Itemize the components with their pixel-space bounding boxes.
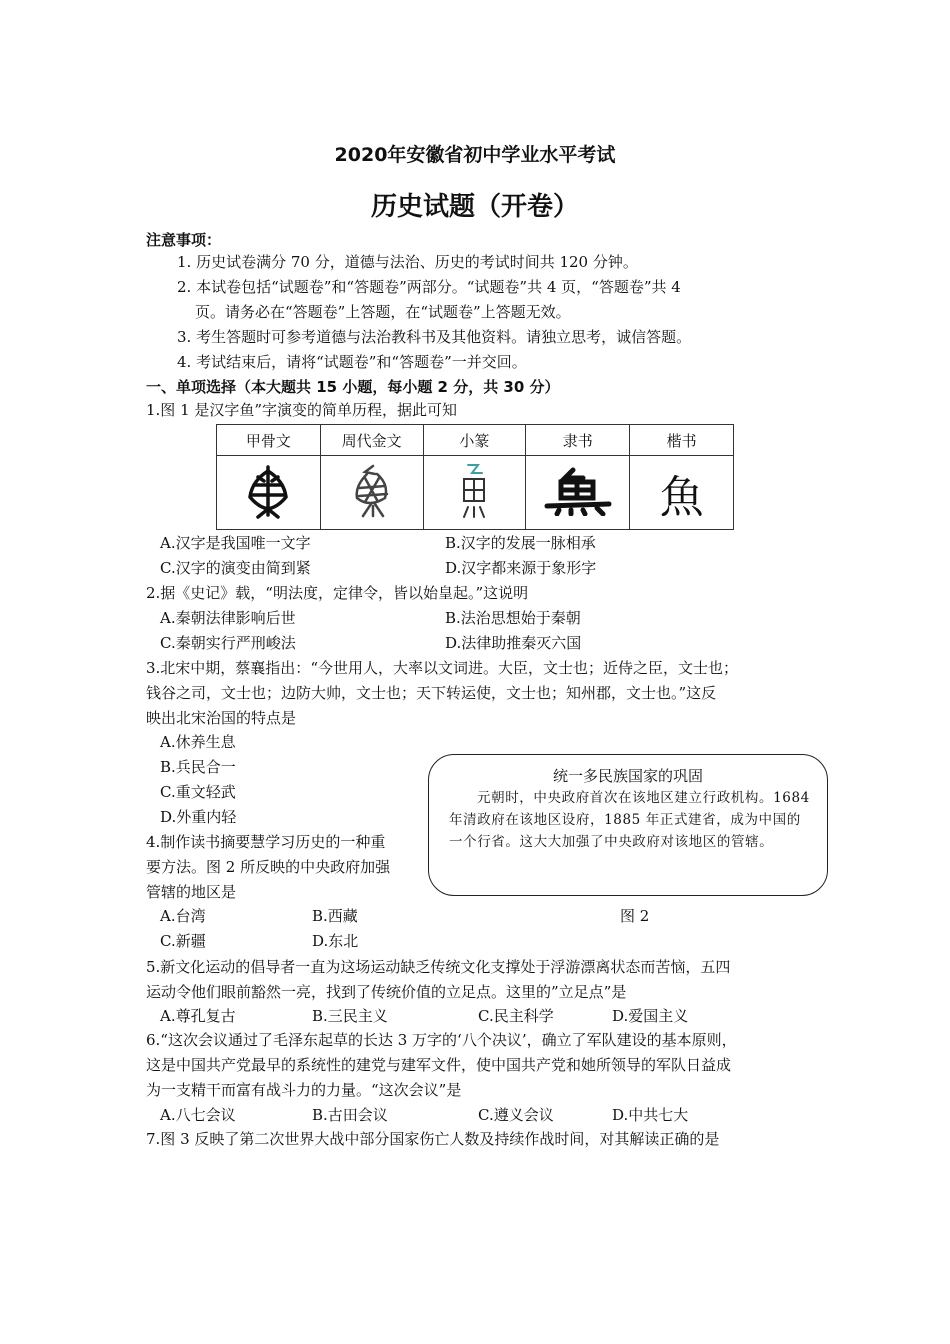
option: D.汉字都来源于象形字 (445, 559, 597, 577)
figure-2-caption: 图 2 (620, 907, 650, 925)
option: D.法律助推秦灭六国 (445, 634, 582, 652)
figure-2-box (428, 754, 828, 896)
question-6-stem: 6.“这次会议通过了毛泽东起草的长达 3 万字的‘八个决议’，确立了军队建设的基本原则， (146, 1031, 737, 1049)
oracle-bone-fish-icon (244, 463, 292, 519)
question-3-stem: 映出北宋治国的特点是 (146, 709, 297, 727)
exam-title: 2020年安徽省初中学业水平考试 (334, 144, 616, 166)
option: D.东北 (312, 932, 359, 950)
figure-2-title: 统一多民族国家的巩固 (552, 767, 703, 785)
option: C.秦朝实行严刑峻法 (160, 634, 296, 652)
question-3-stem: 钱谷之司，文士也；边防大帅，文士也；天下转运使，文士也；知州郡，文士也。”这反 (146, 684, 717, 702)
table-header-cell: 小篆 (423, 425, 526, 456)
option: C.汉字的演变由简到紧 (160, 559, 311, 577)
option: B.汉字的发展一脉相承 (445, 534, 596, 552)
option: B.西藏 (312, 907, 358, 925)
question-4-stem: 4.制作读书摘要慧学习历史的一种重 (146, 833, 386, 851)
notes-heading: 注意事项： (146, 231, 222, 249)
question-6-stem: 这是中国共产党最早的系统性的建党与建军文件，使中国共产党和她所领导的军队日益成 (146, 1056, 732, 1074)
option: A.台湾 (160, 907, 206, 925)
question-4-stem: 管辖的地区是 (146, 883, 237, 901)
question-7-stem: 7.图 3 反映了第二次世界大战中部分国家伤亡人数及持续作战时间，对其解读正确的是 (146, 1130, 720, 1148)
glyph-cell (423, 456, 526, 530)
option: A.八七会议 (160, 1106, 236, 1124)
option: C.遵义会议 (478, 1106, 554, 1124)
question-1-stem: 1.图 1 是汉字鱼”字演变的简单历程，据此可知 (146, 401, 458, 419)
option: A.汉字是我国唯一文字 (160, 534, 311, 552)
glyph-cell (217, 456, 321, 530)
option: B.兵民合一 (160, 758, 236, 776)
question-3-stem: 3.北宋中期，蔡襄指出：“今世用人，大率以文词进。大臣，文士也；近侍之臣，文士也； (146, 659, 738, 677)
option: C.重文轻武 (160, 783, 236, 801)
bronze-fish-icon (347, 462, 397, 520)
note-item: 1. 历史试卷满分 70 分，道德与法治、历史的考试时间共 120 分钟。 (177, 253, 638, 271)
table-header-cell: 周代金文 (320, 425, 423, 456)
section-heading: 一、单项选择（本大题共 15 小题，每小题 2 分，共 30 分） (146, 378, 560, 396)
option: A.尊孔复古 (160, 1007, 236, 1025)
clerical-fish-icon (543, 466, 613, 516)
question-5-stem: 5.新文化运动的倡导者一直为这场运动缺乏传统文化支撑处于浮游漂离状态而苦恼，五四 (146, 958, 731, 976)
note-item: 3. 考生答题时可参考道德与法治教科书及其他资料。请独立思考，诚信答题。 (177, 328, 692, 346)
question-2-stem: 2.据《史记》载，“明法度，定律令，皆以始皇起。”这说明 (146, 584, 529, 602)
option: B.法治思想始于秦朝 (445, 609, 581, 627)
option: D.中共七大 (612, 1106, 689, 1124)
figure-1-table (216, 424, 734, 530)
subject-title: 历史试题（开卷） (370, 192, 579, 222)
glyph-cell (320, 456, 423, 530)
option: A.秦朝法律影响后世 (160, 609, 296, 627)
option: B.三民主义 (312, 1007, 388, 1025)
glyph-cell (526, 456, 630, 530)
regular-fish-icon: 魚 (659, 471, 704, 523)
glyph-cell (630, 456, 734, 530)
option: C.民主科学 (478, 1007, 554, 1025)
option: D.爱国主义 (612, 1007, 689, 1025)
question-6-stem: 为一支精干而富有战斗力的力量。“这次会议”是 (146, 1081, 462, 1099)
question-5-stem: 运动令他们眼前豁然一亮，找到了传统价值的立足点。这里的”立足点”是 (146, 983, 627, 1001)
option: D.外重内轻 (160, 808, 237, 826)
option: C.新疆 (160, 932, 206, 950)
note-item: 4. 考试结束后，请将“试题卷”和“答题卷”一并交回。 (177, 353, 527, 371)
note-item: 2. 本试卷包括“试题卷”和“答题卷”两部分。“试题卷”共 4 页，“答题卷”共 4 (177, 278, 681, 296)
table-header-cell: 甲骨文 (217, 425, 321, 456)
note-item: 页。请务必在“答题卷”上答题，在“试题卷”上答题无效。 (195, 303, 571, 321)
option: A.休养生息 (160, 733, 236, 751)
option: B.古田会议 (312, 1106, 388, 1124)
table-header-cell: 楷书 (630, 425, 734, 456)
figure-2-body: 元朝时，中央政府首次在该地区建立行政机构。1684 年清政府在该地区设府，1885 年正式建省，成为中国的一个行省。这大大加强了中央政府对该地区的管辖。 (449, 790, 810, 850)
seal-fish-icon (454, 461, 494, 521)
table-header-cell: 隶书 (526, 425, 630, 456)
question-4-stem: 要方法。图 2 所反映的中央政府加强 (146, 858, 391, 876)
